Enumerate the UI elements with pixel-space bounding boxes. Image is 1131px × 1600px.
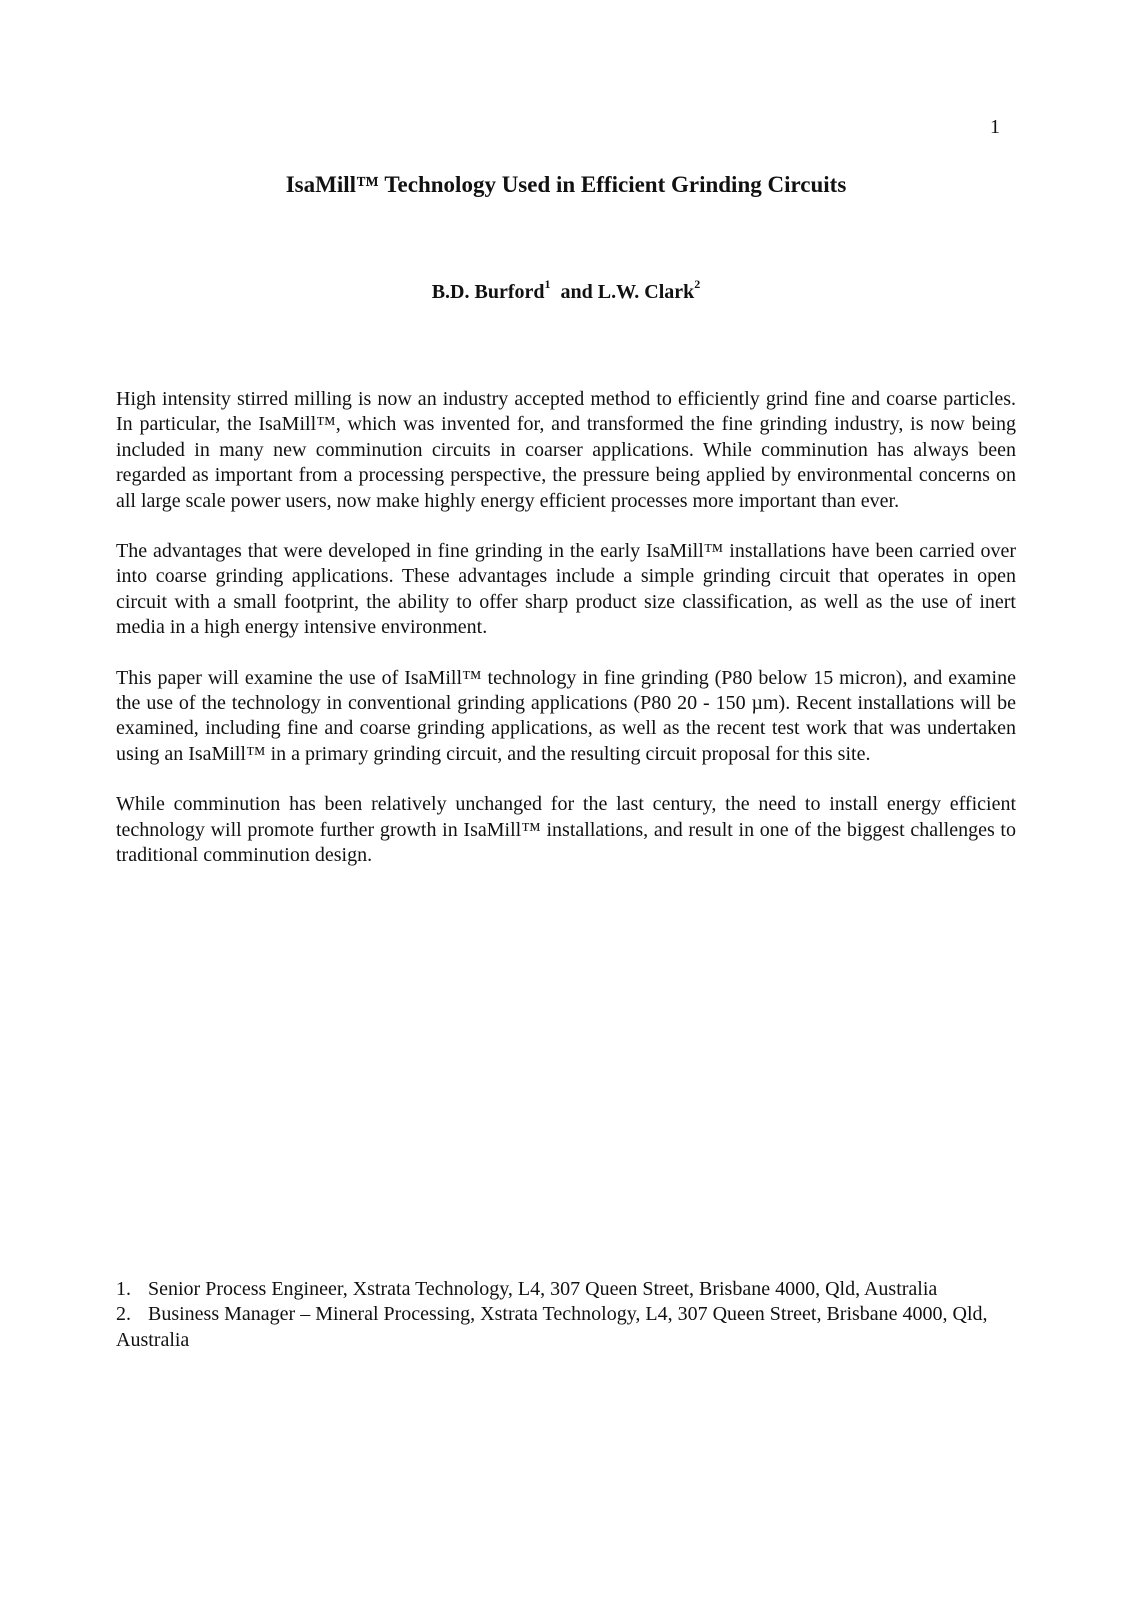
author-name: B.D. Burford: [431, 281, 545, 303]
authors-joiner: and: [560, 281, 593, 303]
abstract-paragraph: This paper will examine the use of IsaMill™ technology in fine grinding (P80 below 15 micron), and examine the use of the technology in conventional grinding applications (P80 20 - 150 µm). Recent installations will be examined, including fine and coarse grinding applications, as well as the recent test work that was undertaken using an IsaMill™ in a primary grinding circuit, and the resulting circuit proposal for this site.: [116, 666, 1016, 765]
page-number: 1: [990, 116, 1000, 138]
abstract: [116, 387, 1016, 894]
author-affiliation-marker: 1: [544, 277, 551, 291]
footnote-text: Business Manager – Mineral Processing, Xstrata Technology, L4, 307 Queen Street, Brisbane 4000, Qld, Australia: [116, 1303, 988, 1351]
footnote: [116, 1277, 996, 1302]
author-affiliation-marker: 2: [694, 277, 701, 291]
author-name: L.W. Clark: [597, 281, 695, 303]
footnotes: [116, 1277, 996, 1353]
abstract-paragraph: High intensity stirred milling is now an industry accepted method to efficiently grind fine and coarse particles. In particular, the IsaMill™, which was invented for, and transformed the fine grinding industry, is now being included in many new comminution circuits in coarser applications. While comminution has always been regarded as important from a processing perspective, the pressure being applied by environmental concerns on all large scale power users, now make highly energy efficient processes more important than ever.: [116, 388, 1016, 512]
footnote: [116, 1302, 996, 1353]
paper-title: IsaMill™ Technology Used in Efficient Grinding Circuits: [285, 172, 847, 197]
author-line: [116, 277, 1016, 304]
footnote-text: Senior Process Engineer, Xstrata Technology, L4, 307 Queen Street, Brisbane 4000, Qld, Australia: [148, 1278, 938, 1300]
abstract-paragraph: The advantages that were developed in fine grinding in the early IsaMill™ installations have been carried over into coarse grinding applications. These advantages include a simple grinding circuit that operates in open circuit with a small footprint, the ability to offer sharp product size classification, as well as the use of inert media in a high energy intensive environment.: [116, 540, 1016, 639]
footnote-number: 2.: [116, 1303, 131, 1326]
abstract-paragraph: While comminution has been relatively unchanged for the last century, the need to install energy efficient technology will promote further growth in IsaMill™ installations, and result in one of the biggest challenges to traditional comminution design.: [116, 793, 1016, 867]
footnote-number: 1.: [116, 1278, 131, 1300]
